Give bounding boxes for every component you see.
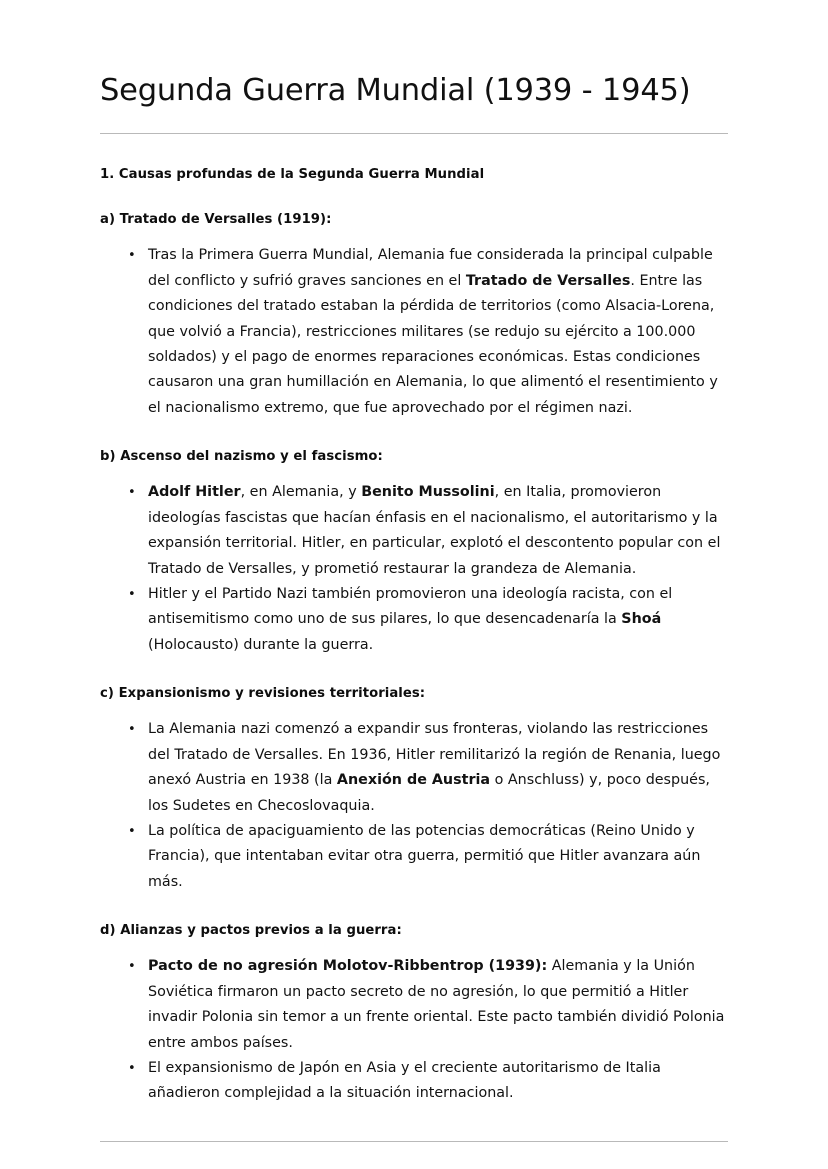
- emphasis-text: Shoá: [621, 611, 662, 628]
- body-text: El expansionismo de Japón en Asia y el creciente autoritarismo de Italia añadieron complejidad a la situación internacional.: [148, 1059, 661, 1102]
- section-heading: 1. Causas profundas de la Segunda Guerra Mundial: [100, 167, 485, 183]
- bullet-list: [100, 480, 728, 658]
- list-item: [100, 819, 728, 895]
- body-text: La Alemania nazi comenzó a expandir sus fronteras, violando las restricciones del Tratado de Versalles. En 1936, Hitler remilitarizó la región de Renania, luego anexó Austria en 1938 (la: [148, 721, 721, 789]
- subsection-heading: d) Alianzas y pactos previos a la guerra:: [100, 923, 402, 939]
- list-item: [100, 582, 728, 658]
- emphasis-text: Pacto de no agresión Molotov-Ribbentrop (1939):: [148, 958, 548, 975]
- body-text: o Anschluss) y, poco después, los Sudetes en Checoslovaquia.: [148, 772, 710, 814]
- emphasis-text: Tratado de Versalles: [465, 272, 631, 289]
- list-item: [100, 1056, 728, 1107]
- body-text: Alemania y la Unión Soviética firmaron un pacto secreto de no agresión, lo que permitió a Hitler invadir Polonia sin temor a un frente oriental. Este pacto también dividió Polonia entre ambos países.: [148, 958, 725, 1051]
- list-item: [100, 243, 728, 421]
- body-text: La política de apaciguamiento de las potencias democráticas (Reino Unido y Francia), que intentaban evitar otra guerra, permitió que Hitler avanzara aún más.: [148, 823, 701, 890]
- subsection-heading: c) Expansionismo y revisiones territoriales:: [100, 686, 426, 702]
- emphasis-text: Adolf Hitler: [148, 484, 241, 501]
- emphasis-text: Benito Mussolini: [361, 484, 495, 501]
- emphasis-text: Anexión de Austria: [336, 772, 491, 789]
- title-divider: [100, 133, 728, 134]
- subsection-heading: a) Tratado de Versalles (1919):: [100, 212, 332, 228]
- body-text: , en Alemania, y: [240, 484, 362, 501]
- subsection-heading: b) Ascenso del nazismo y el fascismo:: [100, 449, 383, 465]
- list-item: [100, 954, 728, 1056]
- page-title: Segunda Guerra Mundial (1939 - 1945): [100, 73, 691, 108]
- bullet-list: [100, 717, 728, 895]
- body-text: . Entre las condiciones del tratado estaban la pérdida de territorios (como Alsacia-Lorena, que volvió a Francia), restricciones militares (se redujo su ejército a 100.000 soldados) y el pago de enormes reparaciones económicas. Estas condiciones causaron una gran humillación en Alemania, lo que alimentó el resentimiento y el nacionalismo extremo, que fue aprovechado por el régimen nazi.: [148, 272, 718, 416]
- body-text: Hitler y el Partido Nazi también promovieron una ideología racista, con el antisemitismo como uno de sus pilares, lo que desencadenaría la: [148, 586, 673, 628]
- list-item: [100, 717, 728, 819]
- body-text: (Holocausto) durante la guerra.: [148, 636, 374, 653]
- list-item: [100, 480, 728, 582]
- bullet-list: [100, 954, 728, 1106]
- body-text: Tras la Primera Guerra Mundial, Alemania fue considerada la principal culpable del conflicto y sufrió graves sanciones en el: [148, 247, 713, 289]
- footer-divider: [100, 1141, 728, 1142]
- document-body: [100, 165, 728, 1107]
- bullet-list: [100, 243, 728, 421]
- body-text: , en Italia, promovieron ideologías fascistas que hacían énfasis en el nacionalismo, el autoritarismo y la expansión territorial. Hitler, en particular, explotó el descontento popular con el Tratado de Versalles, y prometió restaurar la grandeza de Alemania.: [148, 484, 721, 577]
